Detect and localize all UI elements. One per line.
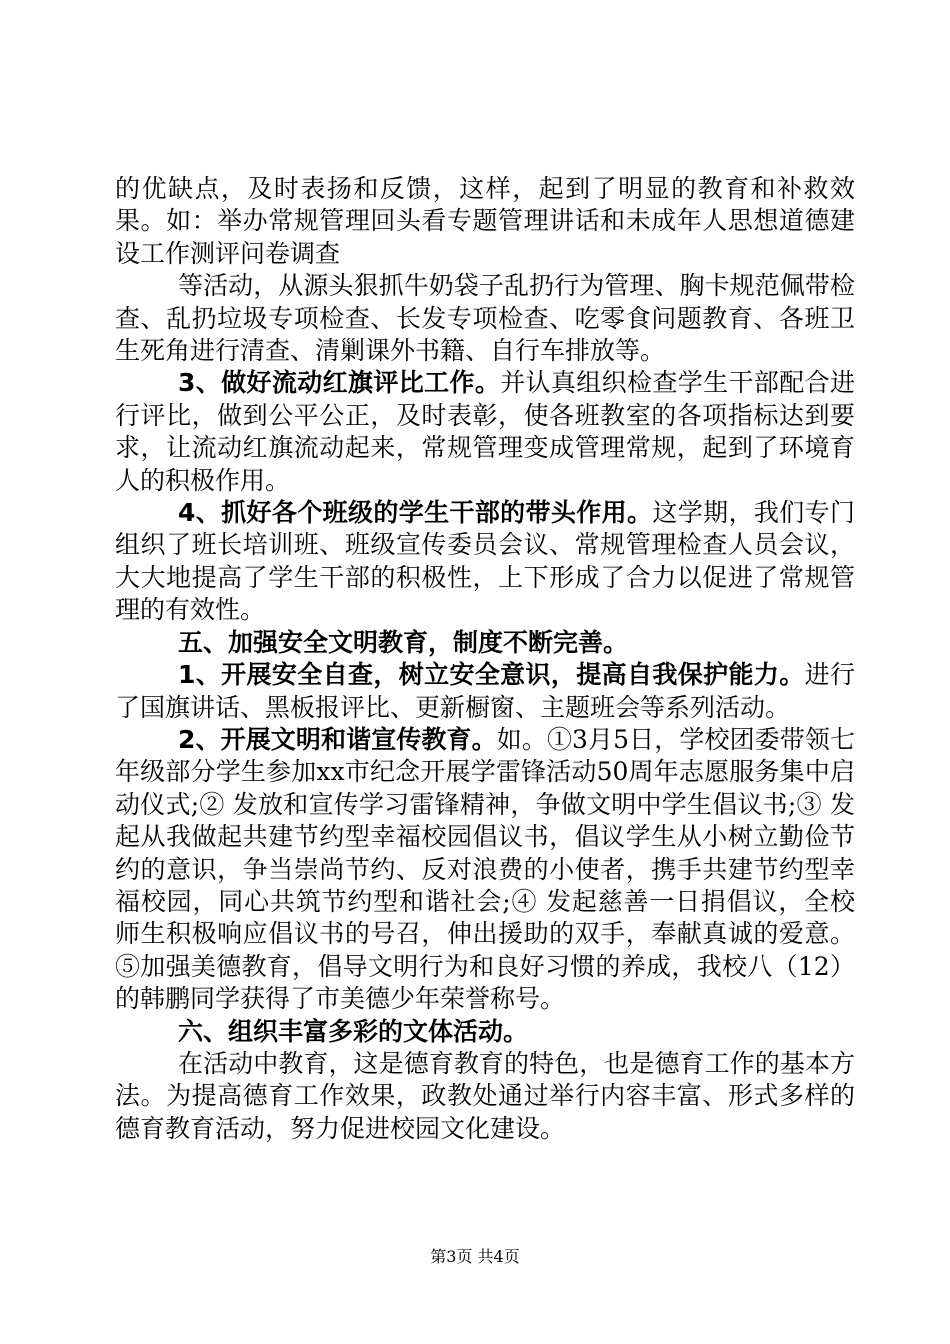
paragraph-activities: [115, 270, 855, 367]
section-heading: 六、组织丰富多彩的文体活动。: [178, 1016, 529, 1046]
page-footer: [0, 1244, 950, 1267]
paragraph-civilization-education: [115, 724, 855, 1016]
paragraph-text: 并认真组织检查学生干部配合进行评比，做到公平公正，及时表彰，使各班教室的各项指标达到要求，让流动红旗流动起来，常规管理变成管理常规，起到了环境育人的积极作用。: [115, 368, 855, 495]
section-heading-five: [115, 627, 855, 659]
document-body: [115, 173, 855, 1145]
page-number-label: 第3页 共4页: [430, 1247, 520, 1266]
paragraph-heading: 1、开展安全自查，树立安全意识，提高自我保护能力。: [178, 660, 805, 690]
paragraph-text: 这学期，我们专门组织了班长培训班、班级宣传委员会议、常规管理检查人员会议，大大地提高了学生干部的积极性，上下形成了合力以促进了常规管理的有效性。: [115, 498, 855, 625]
paragraph-student-cadres: [115, 497, 855, 627]
section-heading: 五、加强安全文明教育，制度不断完善。: [178, 627, 629, 657]
section-heading-six: [115, 1016, 855, 1048]
paragraph-heading: 4、抓好各个班级的学生干部的带头作用。: [178, 498, 653, 528]
paragraph-activity-education: [115, 1048, 855, 1145]
paragraph-continuation: [115, 173, 855, 270]
paragraph-text: 在活动中教育，这是德育教育的特色，也是德育工作的基本方法。为提高德育工作效果，政教处通过举行内容丰富、形式多样的德育教育活动，努力促进校园文化建设。: [115, 1048, 855, 1143]
paragraph-text: 进行了国旗讲话、黑板报评比、更新橱窗、主题班会等系列活动。: [115, 660, 855, 722]
paragraph-text: 如。①3月5日，学校团委带领七年级部分学生参加xx市纪念开展学雷锋活动50周年志愿服务集中启动仪式;② 发放和宣传学习雷锋精神，争做文明中学生倡议书;③ 发起从我做起共建节约型幸福校园倡议书，倡议学生从小树立勤俭节约的意识，争当崇尚节约、反对浪费的小使者，携手共建节约型幸福校园，同心共筑节约型和谐社会;④ 发起慈善一日捐倡议，全校师生积极响应倡议书的号召，伸出援助的双手，奉献真诚的爱意。⑤加强美德教育，倡导文明行为和良好习惯的养成，我校八（12）的韩鹏同学获得了市美德少年荣誉称号。: [115, 724, 855, 1014]
paragraph-safety-check: [115, 659, 855, 724]
paragraph-heading: 3、做好流动红旗评比工作。: [178, 368, 501, 398]
paragraph-text: 的优缺点，及时表扬和反馈，这样，起到了明显的教育和补救效果。如：举办常规管理回头看专题管理讲话和未成年人思想道德建设工作测评问卷调查: [115, 174, 855, 268]
paragraph-red-flag: [115, 367, 855, 497]
paragraph-text: 等活动，从源头狠抓牛奶袋子乱扔行为管理、胸卡规范佩带检查、乱扔垃圾专项检查、长发专项检查、吃零食问题教育、各班卫生死角进行清查、清剿课外书籍、自行车排放等。: [115, 271, 855, 366]
paragraph-heading: 2、开展文明和谐宣传教育。: [178, 724, 497, 754]
